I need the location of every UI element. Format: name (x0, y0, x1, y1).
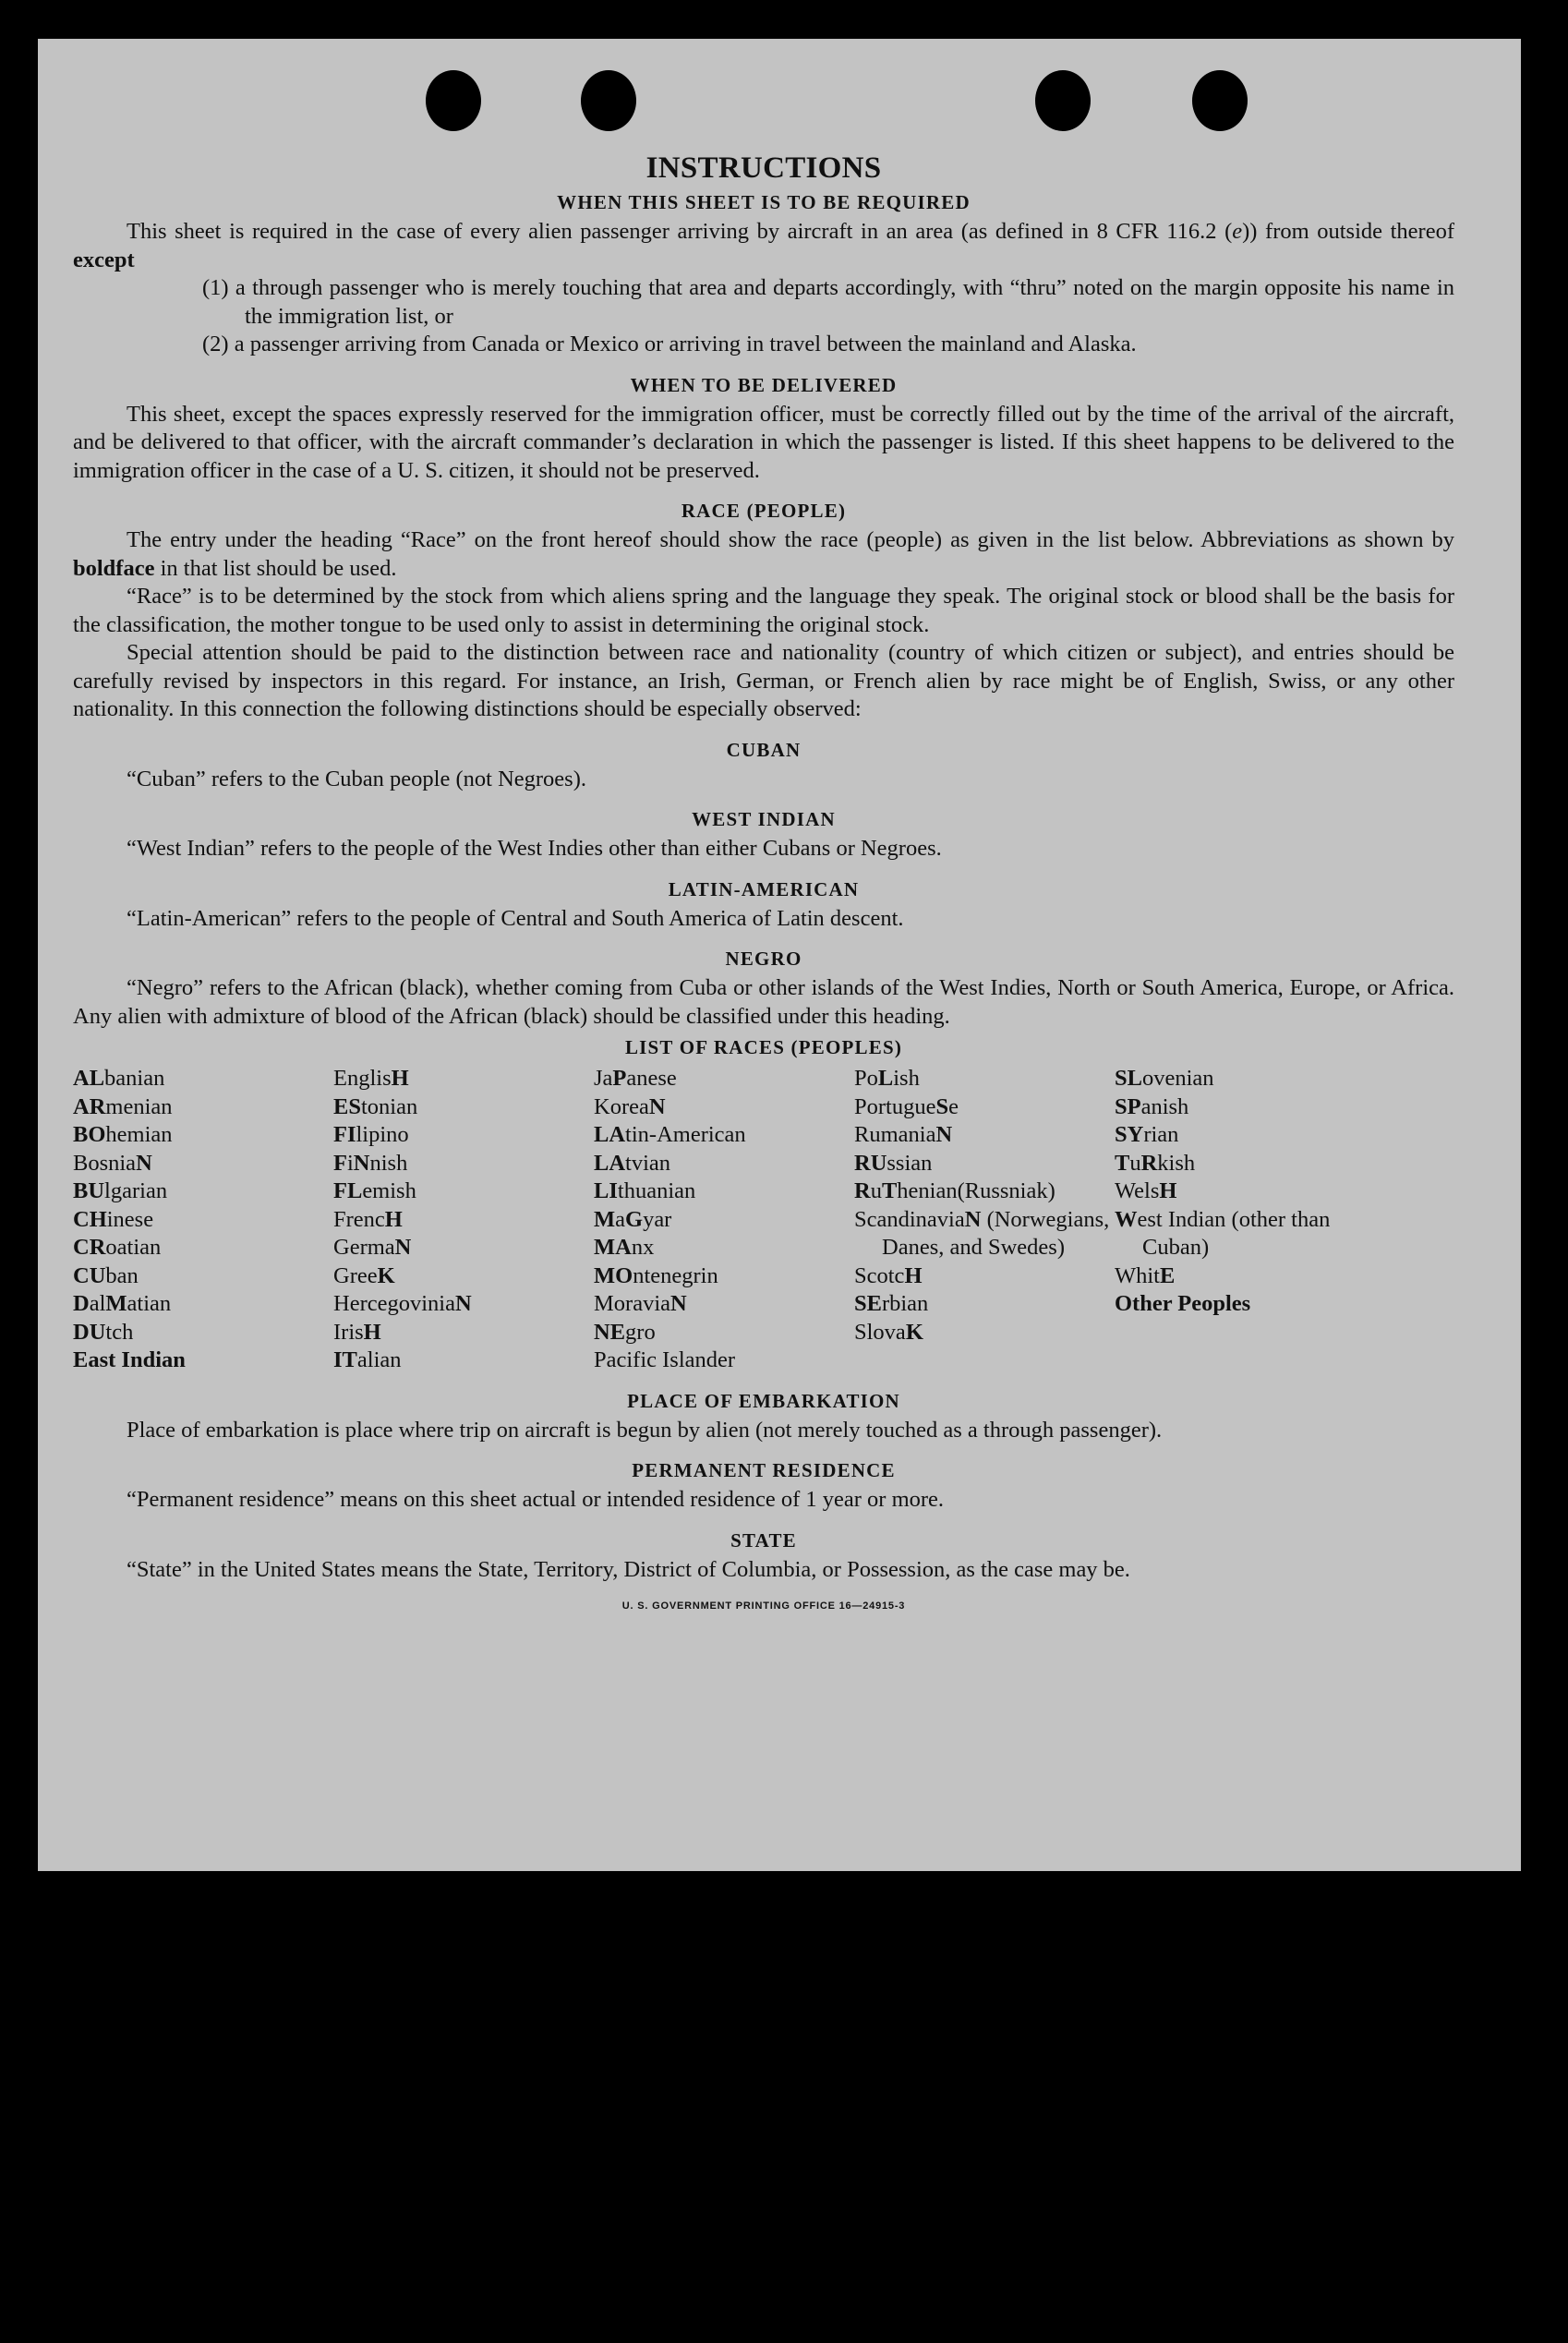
race-paragraph-1: The entry under the heading “Race” on the front hereof should show the race (people) as given in the list below. Abbreviations as shown by boldface in that list should be used. (73, 527, 1454, 581)
race-entry (333, 1093, 594, 1122)
race-abbreviation: H (363, 1319, 381, 1345)
race-entry (333, 1150, 594, 1178)
race-text: est Indian (other than Cuban) (1137, 1206, 1331, 1260)
race-abbreviation: LA (594, 1122, 626, 1147)
race-text: Rumania (854, 1122, 936, 1147)
race-text: lipino (356, 1122, 409, 1147)
race-entry (73, 1206, 333, 1235)
race-entry (854, 1065, 1115, 1093)
race-entry (73, 1150, 333, 1178)
section-heading-embarkation: PLACE OF EMBARKATION (627, 1389, 900, 1412)
race-entry (854, 1262, 1115, 1291)
race-text: Korea (594, 1093, 649, 1119)
race-text: ban (105, 1262, 139, 1288)
race-text: rbian (881, 1291, 929, 1316)
race-abbreviation: R (854, 1178, 871, 1203)
race-abbreviation: East Indian (73, 1347, 186, 1372)
race-entry (333, 1178, 594, 1206)
permanent-residence-text: “Permanent residence” means on this sheet actual or intended residence of 1 year or more. (127, 1487, 945, 1512)
race-text: gro (625, 1319, 656, 1345)
race-text: thuanian (617, 1178, 696, 1203)
race-entry (594, 1234, 854, 1262)
race-entry (333, 1290, 594, 1319)
race-abbreviation: D (73, 1291, 90, 1316)
races-column (854, 1065, 1115, 1375)
race-text: ssian (887, 1150, 933, 1176)
section-heading-when-delivered: WHEN TO BE DELIVERED (630, 373, 898, 396)
race-text: a (615, 1206, 625, 1232)
exception-item-2: (2) a passenger arriving from Canada or Mexico or arriving in travel between the mainland and Alaska. (202, 332, 1137, 356)
printing-office-imprint: U. S. GOVERNMENT PRINTING OFFICE 16—24915-3 (621, 1600, 906, 1612)
race-abbreviation: RU (854, 1150, 887, 1176)
race-entry (1115, 1150, 1375, 1178)
race-text: Po (854, 1066, 878, 1091)
race-abbreviation: N (670, 1291, 687, 1316)
race-text: Frenc (333, 1206, 385, 1232)
race-entry (333, 1121, 594, 1150)
race-abbreviation: H (904, 1262, 923, 1288)
race-abbreviation: P (612, 1066, 627, 1091)
race-abbreviation: K (905, 1319, 923, 1345)
race-abbreviation: MA (594, 1235, 632, 1260)
race-entry (854, 1093, 1115, 1122)
race-text: Pacific Islander (594, 1347, 736, 1372)
race-text: Gree (333, 1262, 378, 1288)
race-entry (594, 1206, 854, 1235)
race-text: Englis (333, 1066, 392, 1091)
race-text: oatian (105, 1235, 162, 1260)
races-list (73, 1065, 1454, 1375)
race-abbreviation: AL (73, 1066, 105, 1091)
race-abbreviation: CR (73, 1235, 106, 1260)
race-abbreviation: H (391, 1066, 409, 1091)
race-entry (73, 1178, 333, 1206)
race-abbreviation: MO (594, 1262, 633, 1288)
race-abbreviation: AR (73, 1093, 106, 1119)
latin-american-text: “Latin-American” refers to the people of Central and South America of Latin descent. (127, 905, 904, 931)
race-entry (854, 1150, 1115, 1178)
race-text: emish (362, 1178, 416, 1203)
race-text: tch (105, 1319, 134, 1345)
race-text: Bosnia (73, 1150, 137, 1176)
race-paragraph-3: Special attention should be paid to the distinction between race and nationality (country of which citizen or subject), and entries should be carefully revised by inspectors in this regard. For instance, an Irish, German, or French alien by race might be of English, Swiss, or any other nationality. In this connection the following distinctions should be especially observed: (73, 640, 1454, 721)
race-text: alian (356, 1347, 402, 1372)
race-entry (73, 1065, 333, 1093)
race-abbreviation: H (384, 1206, 403, 1232)
race-abbreviation: R (1140, 1150, 1158, 1176)
race-abbreviation: M (594, 1206, 616, 1232)
race-abbreviation: N (935, 1122, 953, 1147)
race-entry (1115, 1093, 1375, 1122)
race-abbreviation: W (1115, 1206, 1138, 1232)
race-text: tvian (625, 1150, 671, 1176)
race-entry (333, 1319, 594, 1347)
section-heading-permanent-residence: PERMANENT RESIDENCE (632, 1459, 896, 1481)
race-abbreviation: G (625, 1206, 644, 1232)
race-text: menian (105, 1093, 173, 1119)
race-entry (333, 1262, 594, 1291)
races-column (333, 1065, 594, 1375)
race-text: Hercegovinia (333, 1291, 455, 1316)
race-entry (1115, 1290, 1375, 1319)
race-abbreviation: SE (854, 1291, 882, 1316)
race-abbreviation: NE (594, 1319, 626, 1345)
punch-hole (1192, 70, 1248, 131)
races-column (1115, 1065, 1375, 1375)
race-entry (594, 1121, 854, 1150)
race-text: ish (893, 1066, 920, 1091)
race-abbreviation: FI (333, 1122, 356, 1147)
punch-hole (581, 70, 636, 131)
race-entry (594, 1319, 854, 1347)
races-column (73, 1065, 333, 1375)
race-entry (1115, 1262, 1375, 1291)
race-abbreviation: L (877, 1066, 894, 1091)
race-abbreviation: BU (73, 1178, 105, 1203)
race-text: nx (631, 1235, 655, 1260)
punch-hole (1035, 70, 1091, 131)
race-text: Ja (594, 1066, 613, 1091)
race-entry (73, 1347, 333, 1375)
race-abbreviation: DU (73, 1319, 106, 1345)
race-abbreviation: K (377, 1262, 395, 1288)
negro-text: “Negro” refers to the African (black), whether coming from Cuba or other islands of the West Indies, North or South America, Europe, or Africa. Any alien with admixture of blood of the African (black) should be classified under this heading. (73, 975, 1454, 1029)
race-entry (73, 1262, 333, 1291)
race-text: i (346, 1150, 354, 1176)
race-entry (333, 1347, 594, 1375)
race-text: Whit (1115, 1262, 1160, 1288)
race-text: Germa (333, 1235, 395, 1260)
race-abbreviation: ES (333, 1093, 361, 1119)
race-abbreviation: E (1160, 1262, 1176, 1288)
race-entry (854, 1206, 1115, 1262)
race-entry (594, 1178, 854, 1206)
race-entry (854, 1290, 1115, 1319)
race-abbreviation: T (1115, 1150, 1130, 1176)
punch-hole (426, 70, 481, 131)
section-heading-latin-american: LATIN-AMERICAN (668, 877, 860, 900)
race-text: Iris (333, 1319, 364, 1345)
race-entry (854, 1319, 1115, 1347)
race-text: Moravia (594, 1291, 670, 1316)
race-text: (Norwegians, Danes, and Swedes) (882, 1206, 1110, 1260)
race-entry (594, 1290, 854, 1319)
race-abbreviation: F (333, 1150, 347, 1176)
exception-item-1: (1) a through passenger who is merely touching that area and departs accordingly, with “thru” noted on the margin opposite his name in the immigration list, or (202, 275, 1454, 329)
race-text: tonian (360, 1093, 418, 1119)
race-entry (594, 1065, 854, 1093)
race-text: Wels (1115, 1178, 1160, 1203)
embarkation-text: Place of embarkation is place where trip on aircraft is begun by alien (not merely touched as a through passenger). (127, 1417, 1163, 1443)
race-abbreviation: N (964, 1206, 982, 1232)
section-heading-race: RACE (PEOPLE) (681, 500, 847, 522)
section-heading-cuban: CUBAN (726, 738, 802, 761)
race-text: anese (626, 1066, 677, 1091)
race-entry (854, 1178, 1115, 1206)
race-text: tin-American (625, 1122, 746, 1147)
race-entry (594, 1093, 854, 1122)
race-abbreviation: SP (1115, 1093, 1141, 1119)
race-text: al (89, 1291, 106, 1316)
race-text: kish (1157, 1150, 1196, 1176)
race-entry (73, 1121, 333, 1150)
race-text: ovenian (1141, 1066, 1214, 1091)
race-text: hemian (105, 1122, 173, 1147)
race-entry (1115, 1065, 1375, 1093)
cuban-text: “Cuban” refers to the Cuban people (not Negroes). (127, 766, 586, 791)
race-abbreviation: SY (1115, 1122, 1144, 1147)
race-abbreviation: FL (333, 1178, 363, 1203)
race-entry (73, 1093, 333, 1122)
race-entry (73, 1319, 333, 1347)
race-abbreviation: M (105, 1291, 127, 1316)
race-abbreviation: S (935, 1093, 949, 1119)
race-entry (333, 1234, 594, 1262)
page-title: INSTRUCTIONS (645, 151, 882, 185)
section-heading-when-required: WHEN THIS SHEET IS TO BE REQUIRED (557, 191, 971, 213)
race-text: nish (369, 1150, 408, 1176)
race-text: u (870, 1178, 882, 1203)
race-abbreviation: T (881, 1178, 898, 1203)
race-abbreviation: LI (594, 1178, 618, 1203)
race-text: ntenegrin (633, 1262, 718, 1288)
race-text: henian(Russniak) (897, 1178, 1055, 1203)
west-indian-text: “West Indian” refers to the people of the West Indies other than either Cubans or Negroes. (127, 836, 942, 861)
race-abbreviation: N (454, 1291, 472, 1316)
race-entry (594, 1262, 854, 1291)
race-text: Portugue (854, 1093, 936, 1119)
races-column (594, 1065, 854, 1375)
race-abbreviation: Other Peoples (1115, 1291, 1251, 1316)
race-abbreviation: N (353, 1150, 370, 1176)
race-abbreviation: IT (333, 1347, 357, 1372)
race-text: Slova (854, 1319, 906, 1345)
race-entry (1115, 1121, 1375, 1150)
race-text: Scandinavia (854, 1206, 965, 1232)
race-entry (594, 1347, 854, 1375)
race-abbreviation: LA (594, 1150, 626, 1176)
race-abbreviation: N (648, 1093, 666, 1119)
race-text: anish (1140, 1093, 1189, 1119)
document-sheet (38, 39, 1521, 1871)
race-text: yar (643, 1206, 672, 1232)
section-heading-state: STATE (730, 1528, 797, 1552)
race-abbreviation: H (1159, 1178, 1177, 1203)
race-text: e (948, 1093, 959, 1119)
race-text: banian (104, 1066, 165, 1091)
race-abbreviation: SL (1115, 1066, 1142, 1091)
section-heading-negro: NEGRO (725, 948, 802, 970)
race-paragraph-2: “Race” is to be determined by the stock from which aliens spring and the language they speak. The original stock or blood shall be the basis for the classification, the mother tongue to be used only to assist in determining the original stock. (73, 584, 1454, 637)
race-text: atian (127, 1291, 172, 1316)
race-abbreviation: N (394, 1235, 412, 1260)
race-entry (594, 1150, 854, 1178)
race-text: Scotc (854, 1262, 905, 1288)
race-entry (333, 1206, 594, 1235)
race-entry (73, 1290, 333, 1319)
race-text: lgarian (104, 1178, 168, 1203)
race-abbreviation: CH (73, 1206, 107, 1232)
race-abbreviation: BO (73, 1122, 106, 1147)
race-abbreviation: CU (73, 1262, 106, 1288)
when-delivered-text: This sheet, except the spaces expressly reserved for the immigration officer, must be correctly filled out by the time of the arrival of the aircraft, and be delivered to that officer, with the aircraft commander’s declaration in which the passenger is listed. If this sheet happens to be delivered to the immigration officer in the case of a U. S. citizen, it should not be preserved. (73, 401, 1454, 483)
section-heading-races-list: LIST OF RACES (PEOPLES) (624, 1036, 903, 1058)
race-entry (333, 1065, 594, 1093)
race-entry (73, 1234, 333, 1262)
race-text: inese (106, 1206, 154, 1232)
race-entry (854, 1121, 1115, 1150)
race-text: rian (1143, 1122, 1179, 1147)
section-heading-west-indian: WEST INDIAN (692, 808, 836, 830)
race-entry (1115, 1206, 1375, 1262)
race-entry (1115, 1178, 1375, 1206)
state-text: “State” in the United States means the State, Territory, District of Columbia, or Possession, as the case may be. (127, 1556, 1130, 1582)
race-text: u (1129, 1150, 1141, 1176)
race-abbreviation: N (136, 1150, 152, 1176)
when-required-intro: This sheet is required in the case of every alien passenger arriving by aircraft in an area (as defined in 8 CFR 116.2 (e)) from outside thereof except (73, 219, 1454, 272)
